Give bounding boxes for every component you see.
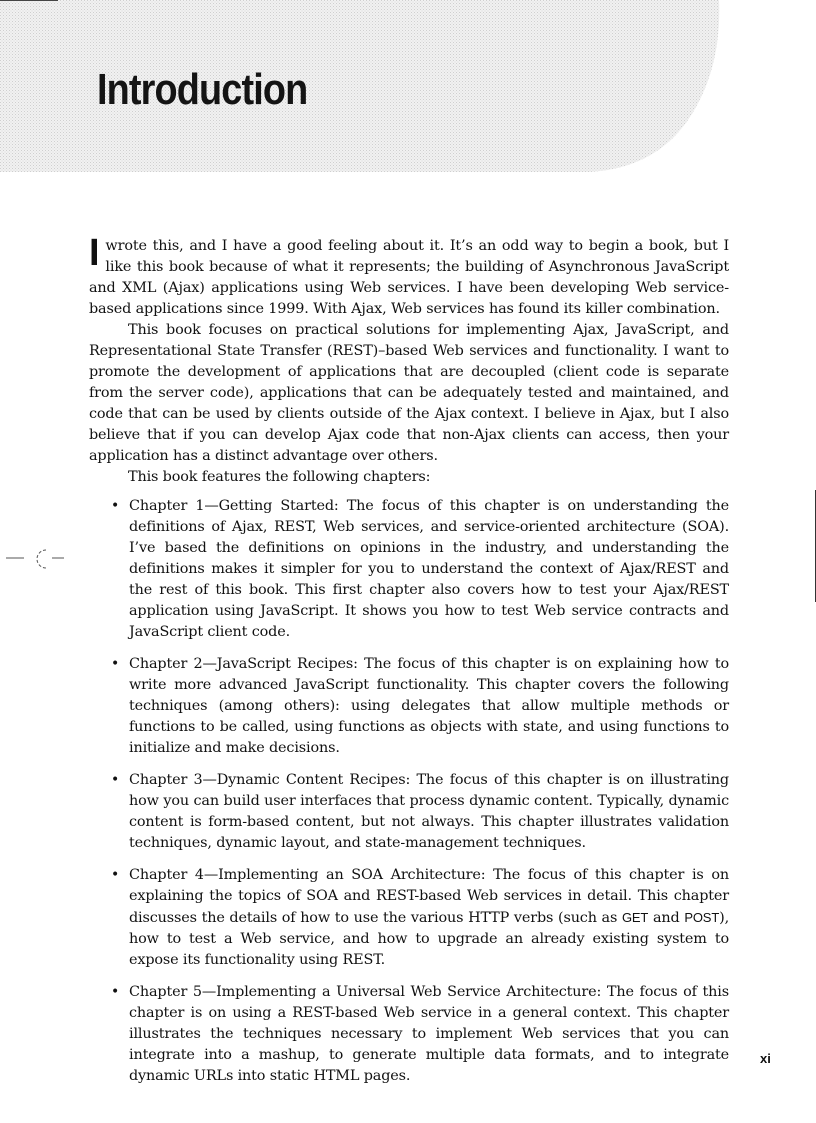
list-item: • Chapter 2—JavaScript Recipes: The focus of this chapter is on explaining how to write more advanced JavaScript functionality. This chapter covers the following techniques (among others): using delegates that allow multiple methods or functions to be called, using functions as objects with state, and using functions to initialize and make decisions. [129,654,729,759]
list-item: • Chapter 5—Implementing a Universal Web Service Architecture: The focus of this chapter is on using a REST-based Web service in a general context. This chapter illustrates the techniques necessary to implement Web services that you can integrate into a mashup, to generate multiple data formats, and to integrate dynamic URLs into static HTML pages. [129,982,729,1087]
page-title: Introduction [97,65,308,114]
paragraph-intro-text: wrote this, and I have a good feeling about it. It’s an odd way to begin a book, but I like this book because of what it represents; the building of Asynchronous JavaScript and XML (Ajax) applications using Web services. I have been developing Web service-based applications since 1999. With Ajax, Web services has found its killer combination. [89,238,729,317]
chapter-list [89,496,729,1087]
list-item-text: ), how to test a Web service, and how to upgrade an already existing system to expose its functionality using REST. [129,910,729,968]
content-body [89,232,729,1098]
list-item-text: and [648,910,685,926]
page-number: xi [760,1051,771,1066]
list-item: • Chapter 3—Dynamic Content Recipes: The focus of this chapter is on illustrating how you can build user interfaces that process dynamic content. Typically, dynamic content is form-based content, but not always. This chapter illustrates validation techniques, dynamic layout, and state-management techniques. [129,770,729,854]
top-rule [0,0,58,1]
paragraph-focus: This book focuses on practical solutions for implementing Ajax, JavaScript, and Representational State Transfer (REST)–based Web services and functionality. I want to promote the development of applications that are decoupled (client code is separate from the server code), applications that can be adequately tested and maintained, and code that can be used by clients outside of the Ajax context. I believe in Ajax, but I also believe that if you can develop Ajax code that non-Ajax clients can access, then your application has a distinct advantage over others. [89,322,729,464]
list-item: • Chapter 1—Getting Started: The focus of this chapter is on understanding the definitions of Ajax, REST, Web services, and service-oriented architecture (SOA). I’ve based the definitions on opinions in the industry, and understanding the definitions makes it simpler for you to understand the context of Ajax/REST and the rest of this book. This first chapter also covers how to test your Ajax/REST application using JavaScript. It shows you how to test Web service contracts and JavaScript client code. [129,496,729,643]
list-item-text: Chapter 4—Implementing an SOA Architecture: The focus of this chapter is on explaining the topics of SOA and REST-based Web services in detail. This chapter discusses the details of how to use the various HTTP verbs (such as [129,867,729,926]
list-item [129,865,729,971]
drop-cap: I [89,232,100,274]
paragraph-intro [89,232,729,320]
code-post: POST [684,910,720,925]
crop-mark-icon [0,540,70,580]
paragraph-chapters-lead: This book features the following chapters: [128,469,431,485]
code-get: GET [621,910,649,925]
